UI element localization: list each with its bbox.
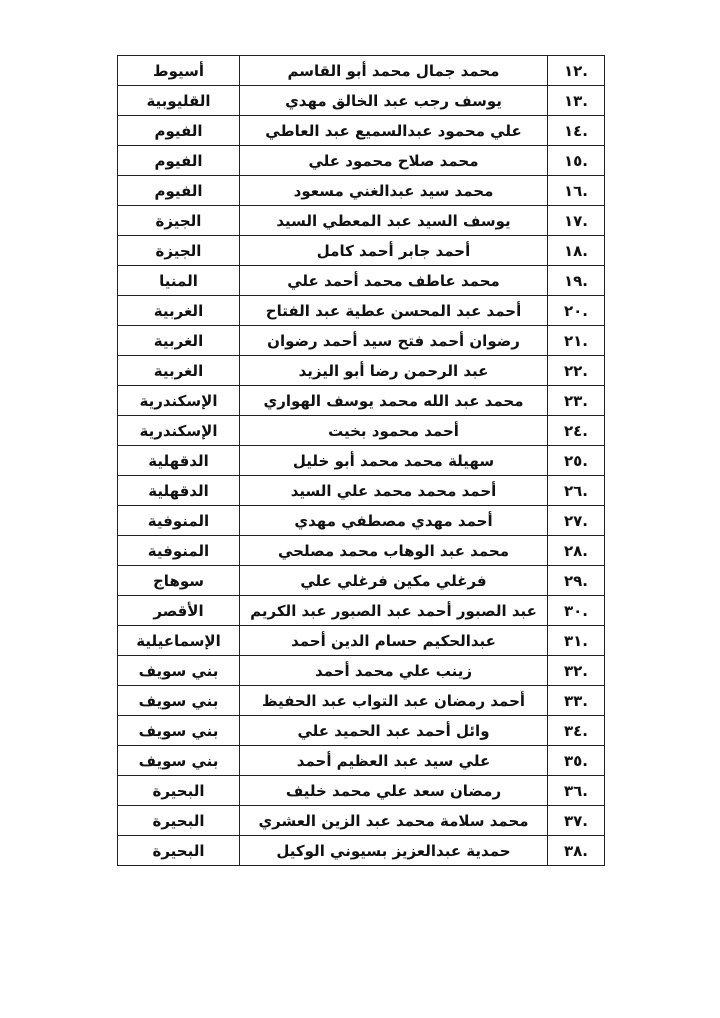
person-name: أحمد عبد المحسن عطية عبد الفتاح: [240, 296, 548, 326]
row-number: .٢٢: [548, 356, 605, 386]
governorate: الفيوم: [118, 176, 240, 206]
governorate: بني سويف: [118, 686, 240, 716]
governorate: الغربية: [118, 296, 240, 326]
person-name: محمد سلامة محمد عبد الزين العشري: [240, 806, 548, 836]
table-row: [118, 446, 605, 476]
table-row: [118, 176, 605, 206]
row-number: .٣١: [548, 626, 605, 656]
person-name: عبد الصبور أحمد عبد الصبور عبد الكريم: [240, 596, 548, 626]
row-number: .٢٠: [548, 296, 605, 326]
row-number: .٢٨: [548, 536, 605, 566]
row-number: .١٧: [548, 206, 605, 236]
names-table-body: [118, 56, 605, 866]
row-number: .٢٤: [548, 416, 605, 446]
table-row: [118, 56, 605, 86]
row-number: .٣٢: [548, 656, 605, 686]
row-number: .٢٣: [548, 386, 605, 416]
row-number: .١٤: [548, 116, 605, 146]
row-number: .٢١: [548, 326, 605, 356]
governorate: المنوفية: [118, 506, 240, 536]
governorate: القليوبية: [118, 86, 240, 116]
table-row: [118, 356, 605, 386]
governorate: أسيوط: [118, 56, 240, 86]
table-row: [118, 656, 605, 686]
person-name: محمد صلاح محمود علي: [240, 146, 548, 176]
governorate: الإسكندرية: [118, 386, 240, 416]
table-row: [118, 596, 605, 626]
table-row: [118, 416, 605, 446]
governorate: المنيا: [118, 266, 240, 296]
person-name: رضوان أحمد فتح سيد أحمد رضوان: [240, 326, 548, 356]
person-name: أحمد محمود بخيت: [240, 416, 548, 446]
row-number: .١٢: [548, 56, 605, 86]
row-number: .٣٤: [548, 716, 605, 746]
person-name: علي محمود عبدالسميع عبد العاطي: [240, 116, 548, 146]
governorate: الإسماعيلية: [118, 626, 240, 656]
table-row: [118, 206, 605, 236]
row-number: .٣٧: [548, 806, 605, 836]
person-name: أحمد مهدي مصطفي مهدي: [240, 506, 548, 536]
row-number: .١٨: [548, 236, 605, 266]
person-name: عبدالحكيم حسام الدين أحمد: [240, 626, 548, 656]
table-row: [118, 806, 605, 836]
row-number: .٢٩: [548, 566, 605, 596]
governorate: الإسكندرية: [118, 416, 240, 446]
row-number: .٣٨: [548, 836, 605, 866]
table-row: [118, 716, 605, 746]
row-number: .٢٦: [548, 476, 605, 506]
governorate: الفيوم: [118, 116, 240, 146]
person-name: محمد جمال محمد أبو القاسم: [240, 56, 548, 86]
person-name: أحمد رمضان عبد التواب عبد الحفيظ: [240, 686, 548, 716]
person-name: علي سيد عبد العظيم أحمد: [240, 746, 548, 776]
governorate: الجيزة: [118, 236, 240, 266]
row-number: .١٩: [548, 266, 605, 296]
person-name: يوسف رجب عبد الخالق مهدي: [240, 86, 548, 116]
row-number: .٣٣: [548, 686, 605, 716]
table-row: [118, 296, 605, 326]
names-table: [117, 55, 605, 866]
row-number: .١٣: [548, 86, 605, 116]
table-row: [118, 626, 605, 656]
table-row: [118, 236, 605, 266]
table-row: [118, 686, 605, 716]
governorate: المنوفية: [118, 536, 240, 566]
governorate: سوهاج: [118, 566, 240, 596]
table-row: [118, 776, 605, 806]
governorate: الأقصر: [118, 596, 240, 626]
person-name: فرغلي مكين فرغلي علي: [240, 566, 548, 596]
row-number: .١٦: [548, 176, 605, 206]
person-name: رمضان سعد علي محمد خليف: [240, 776, 548, 806]
governorate: بني سويف: [118, 716, 240, 746]
row-number: .٢٧: [548, 506, 605, 536]
row-number: .٣٠: [548, 596, 605, 626]
table-row: [118, 566, 605, 596]
person-name: وائل أحمد عبد الحميد علي: [240, 716, 548, 746]
governorate: البحيرة: [118, 776, 240, 806]
person-name: محمد عاطف محمد أحمد علي: [240, 266, 548, 296]
person-name: أحمد جابر أحمد كامل: [240, 236, 548, 266]
table-row: [118, 836, 605, 866]
table-row: [118, 116, 605, 146]
row-number: .٣٥: [548, 746, 605, 776]
person-name: محمد عبد الله محمد يوسف الهواري: [240, 386, 548, 416]
person-name: يوسف السيد عبد المعطي السيد: [240, 206, 548, 236]
table-row: [118, 266, 605, 296]
table-row: [118, 506, 605, 536]
governorate: الدقهلية: [118, 446, 240, 476]
governorate: البحيرة: [118, 806, 240, 836]
governorate: الجيزة: [118, 206, 240, 236]
table-row: [118, 386, 605, 416]
person-name: زينب علي محمد أحمد: [240, 656, 548, 686]
row-number: .٣٦: [548, 776, 605, 806]
table-row: [118, 146, 605, 176]
governorate: البحيرة: [118, 836, 240, 866]
governorate: بني سويف: [118, 656, 240, 686]
governorate: الغربية: [118, 326, 240, 356]
row-number: .١٥: [548, 146, 605, 176]
person-name: حمدية عبدالعزيز بسيوني الوكيل: [240, 836, 548, 866]
person-name: محمد سيد عبدالغني مسعود: [240, 176, 548, 206]
person-name: عبد الرحمن رضا أبو اليزيد: [240, 356, 548, 386]
table-row: [118, 536, 605, 566]
table-row: [118, 476, 605, 506]
governorate: الفيوم: [118, 146, 240, 176]
governorate: الغربية: [118, 356, 240, 386]
governorate: الدقهلية: [118, 476, 240, 506]
table-row: [118, 326, 605, 356]
person-name: أحمد محمد محمد علي السيد: [240, 476, 548, 506]
person-name: محمد عبد الوهاب محمد مصلحي: [240, 536, 548, 566]
table-row: [118, 746, 605, 776]
person-name: سهيلة محمد محمد أبو خليل: [240, 446, 548, 476]
row-number: .٢٥: [548, 446, 605, 476]
governorate: بني سويف: [118, 746, 240, 776]
table-row: [118, 86, 605, 116]
